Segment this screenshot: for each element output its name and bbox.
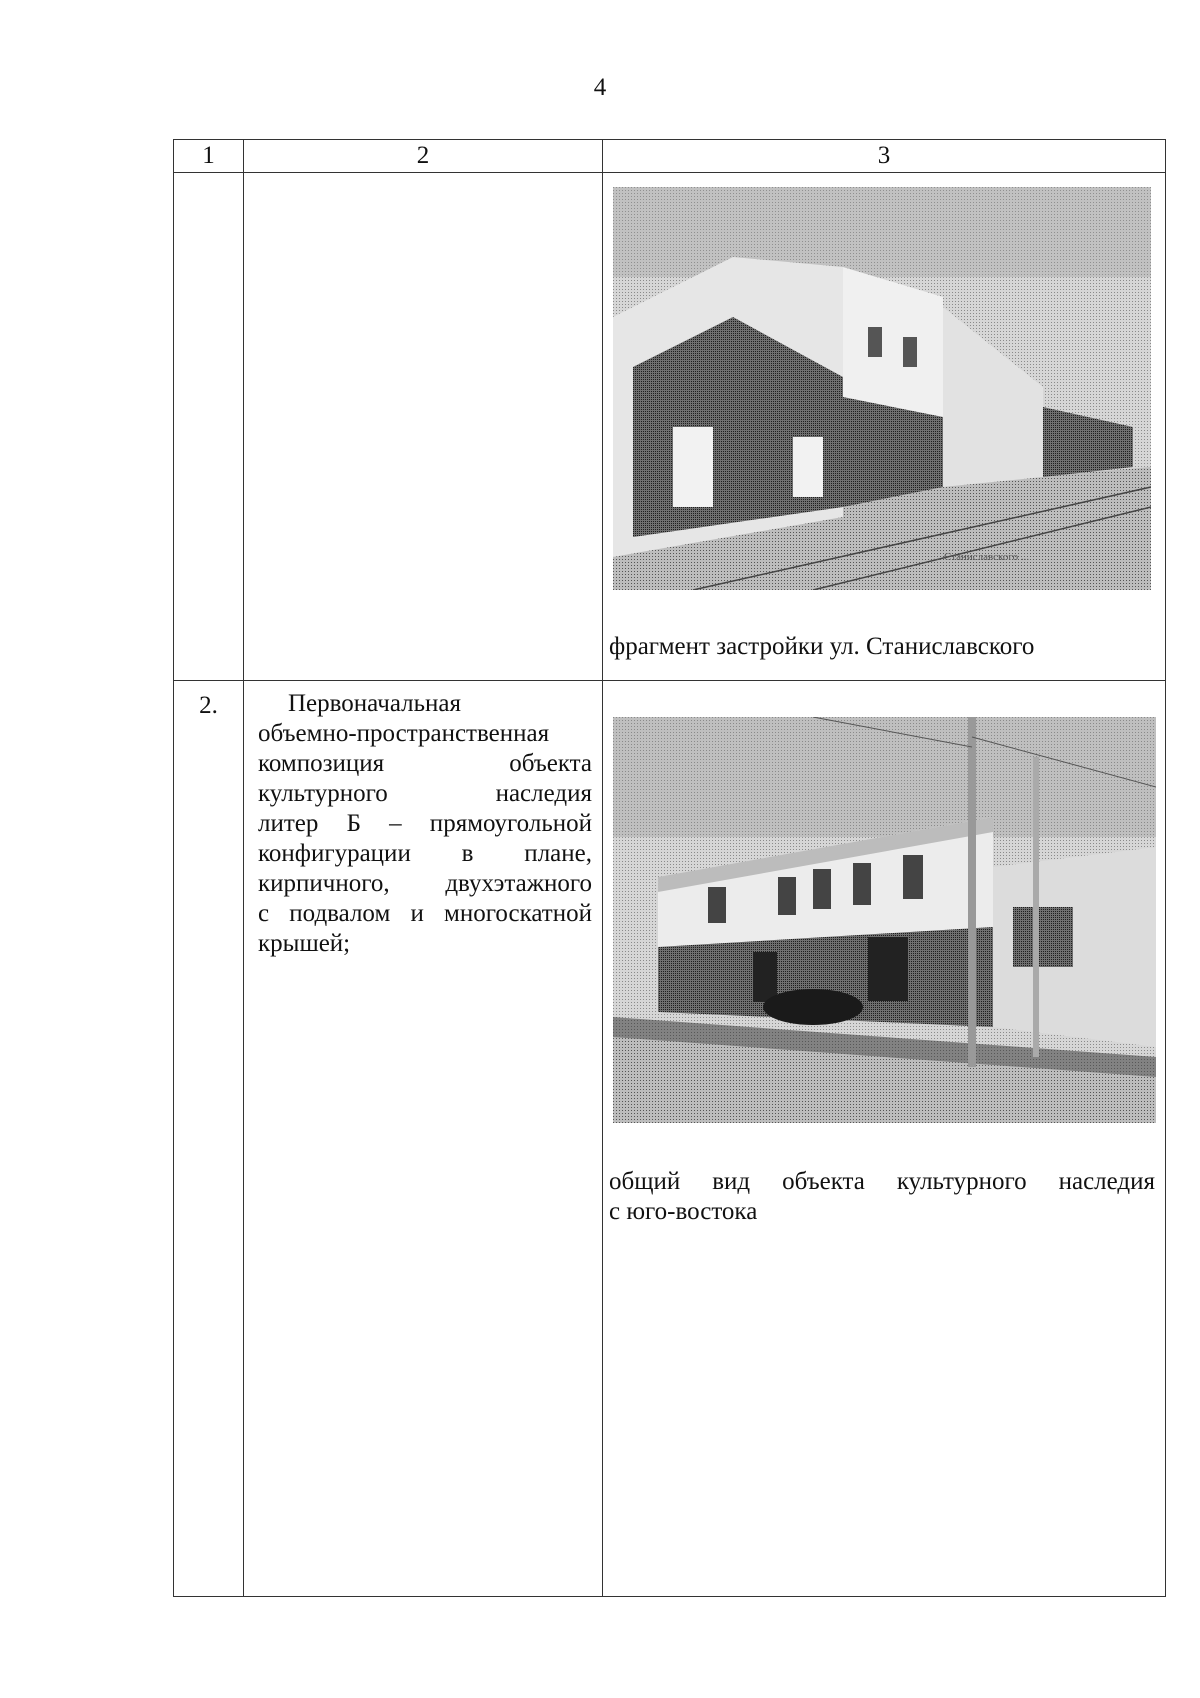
description-line: объемно-пространственная: [258, 720, 550, 747]
header-col-2: 2: [244, 140, 603, 173]
page-number: 4: [593, 74, 607, 101]
row-description: [244, 173, 603, 681]
caption-line: общий вид объекта культурного наследия: [609, 1168, 1155, 1195]
description-line: композиция объекта: [258, 750, 592, 777]
row-number: 2.: [174, 681, 244, 1597]
building-southeast-photo: [613, 717, 1156, 1123]
row-description: [244, 681, 603, 1597]
table-row: [174, 681, 1166, 1597]
caption-line: с юго-востока: [609, 1198, 758, 1225]
photo-caption: [609, 1167, 1155, 1227]
table-header-row: [174, 140, 1166, 173]
street-fragment-photo: [613, 187, 1151, 590]
description-line: конфигурации в плане,: [258, 840, 592, 867]
description-line: культурного наследия: [258, 780, 592, 807]
photo-watermark: ... Станиславского ...: [933, 551, 1030, 563]
header-col-3: 3: [603, 140, 1166, 173]
heritage-table: [173, 139, 1166, 1597]
header-col-1: 1: [174, 140, 244, 173]
description-line: литер Б – прямоугольной: [258, 810, 592, 837]
description-line: кирпичного, двухэтажного: [258, 870, 592, 897]
row-photo-cell: [603, 681, 1166, 1597]
description-line: с подвалом и многоскатной: [258, 900, 592, 927]
photo-caption: фрагмент застройки ул. Станиславского: [609, 633, 1035, 660]
row-photo-cell: [603, 173, 1166, 681]
table-row: [174, 173, 1166, 681]
description-line: Первоначальная: [288, 690, 461, 717]
row-number: [174, 173, 244, 681]
description-line: крышей;: [258, 930, 351, 957]
